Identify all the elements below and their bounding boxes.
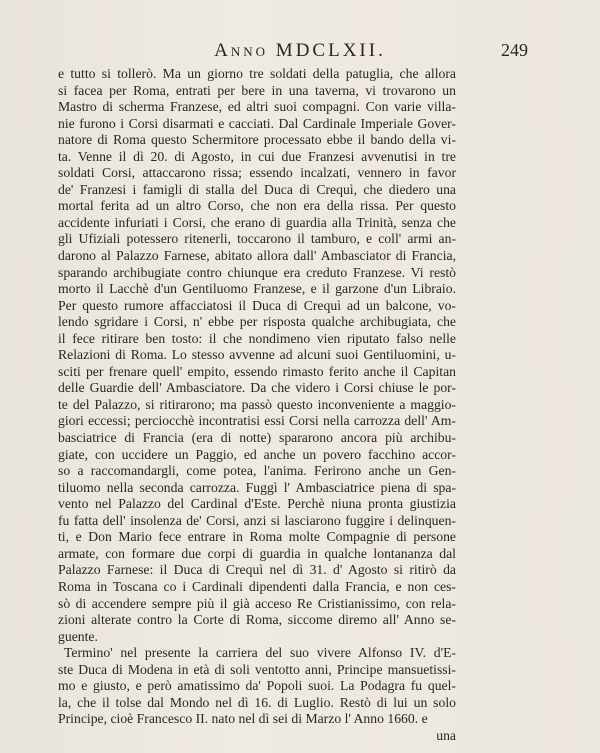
text-line: ste Duca di Modena in età di soli ventotto anni, Principe mansuetissi- [58,661,456,677]
text-line: mortal ferita ad un altro Corso, che non era della rissa. Per questo [58,198,456,214]
text-line: Palazzo Farnese: il Duca di Crequì nel dì 31. d' Agosto si ritirò da [58,562,456,578]
running-head [0,40,600,66]
text-line: ta. Venne il dì 20. di Agosto, in cui due Franzesi avvenutisi in tre [58,148,456,164]
text-line: darono al Palazzo Farnese, abitato allora dall' Ambasciator di Francia, [58,248,456,264]
text-line: so a raccomandargli, come potea, l'anima. Ferirono anche un Gen- [58,463,456,479]
text-line: il fece ritirare ben tosto: il che nondimeno vien riputato falso nelle [58,330,456,346]
page-number: 249 [501,40,528,60]
text-line: accidente infuriati i Corsi, che erano di guardia alla Trinità, senza che [58,214,456,230]
text-line: lendo sgridare i Corsi, n' ebbe per risposta qualche archibugiata, che [58,314,456,330]
text-line: e tutto si tollerò. Ma un giorno tre soldati della patuglia, che allora [58,66,456,81]
text-line: nie furono i Corsi disarmati e cacciati. Dal Cardinale Imperiale Gover- [58,115,456,131]
text-line: Termino' nel presente la carriera del suo vivere Alfonso IV. d'E- [64,645,456,661]
text-line: zioni alterate contro la Corte di Roma, siccome diremo all' Anno se- [58,612,456,628]
text-line: Mastro di scherma Franzese, ed altri suoi compagni. Con varie villa- [58,99,456,115]
catchword: una [436,727,456,743]
body-text [58,66,456,744]
text-line: mo e giusto, e però amatissimo da' Popoli suoi. La Podagra fu quel- [58,678,456,694]
text-line: guente. [58,628,98,644]
text-line: te del Palazzo, si ritirarono; ma passò questo inconveniente a maggio- [58,396,456,412]
text-line: Relazioni di Roma. Lo stesso avvenne ad alcuni suoi Gentiluomini, u- [58,347,456,363]
text-line: Per questo rumore affacciatosi il Duca di Crequì ad un balcone, vo- [58,297,456,313]
paragraph-2 [58,645,456,728]
text-line: si facea per Roma, entrati per bere in una taverna, vi trovarono un [58,82,456,98]
page-title: Anno MDCLXII. [214,40,386,61]
text-line: soldati Corsi, attaccarono rissa; essendo incalzati, vennero in favor [58,165,456,181]
text-line: basciatrice di Francia (era di notte) spararono ancora più archibu- [58,430,456,446]
text-line: giori eccessi; perciocchè incontratisi essi Corsi nella carrozza dell' Am- [58,413,456,429]
text-line: de' Franzesi i famigli di stalla del Duca di Crequì, che diedero una [58,181,456,197]
text-line: sciti per frenare quell' empito, essendo rimasto ferito anche il Capitan [58,363,456,379]
text-line: armate, con formare due corpi di guardia in qualche lontananza dal [58,545,456,561]
catchword-row [58,728,456,744]
text-line: giate, con uccidere un Paggio, ed anche un povero facchino accor- [58,446,456,462]
text-line: sò di accendere sempre più il già acceso Re Cristianissimo, con rela- [58,595,456,611]
text-line: Roma in Toscana co i Cardinali dipendenti dalla Francia, e non ces- [58,578,456,594]
text-line: gli Ufiziali potessero ritenerli, toccarono il tamburo, e coll' armi an- [58,231,456,247]
paragraph-1 [58,66,456,645]
text-line: natore di Roma questo Schermitore processato ebbe il bando della vi- [58,132,456,148]
text-line: fu fatta dell' insolenza de' Corsi, anzi si lasciarono fuggire i delinquen- [58,512,456,528]
text-line: Principe, cioè Francesco II. nato nel dì sei di Marzo l' Anno 1660. e [58,711,428,727]
text-line: tiluomo nella seconda carrozza. Fuggì l' Ambasciatrice piena di spa- [58,479,456,495]
text-line: vento nel Palazzo del Cardinal d'Este. Perchè niuna pronta giustizia [58,496,456,512]
text-line: ti, e Don Mario fece entrare in Roma molte Compagnie di persone [58,529,456,545]
text-line: sparando archibugiate contro chiunque era creduto Franzese. Vi restò [58,264,456,280]
text-line: delle Guardie dell' Ambasciatore. Da che videro i Corsi chiuse le por- [58,380,456,396]
text-line: la, che il tolse dal Mondo nel dì 16. di Luglio. Restò di lui un solo [58,694,456,710]
text-line: morto il Lacchè d'un Gentiluomo Franzese, e il garzone d'un Libraio. [58,281,456,297]
